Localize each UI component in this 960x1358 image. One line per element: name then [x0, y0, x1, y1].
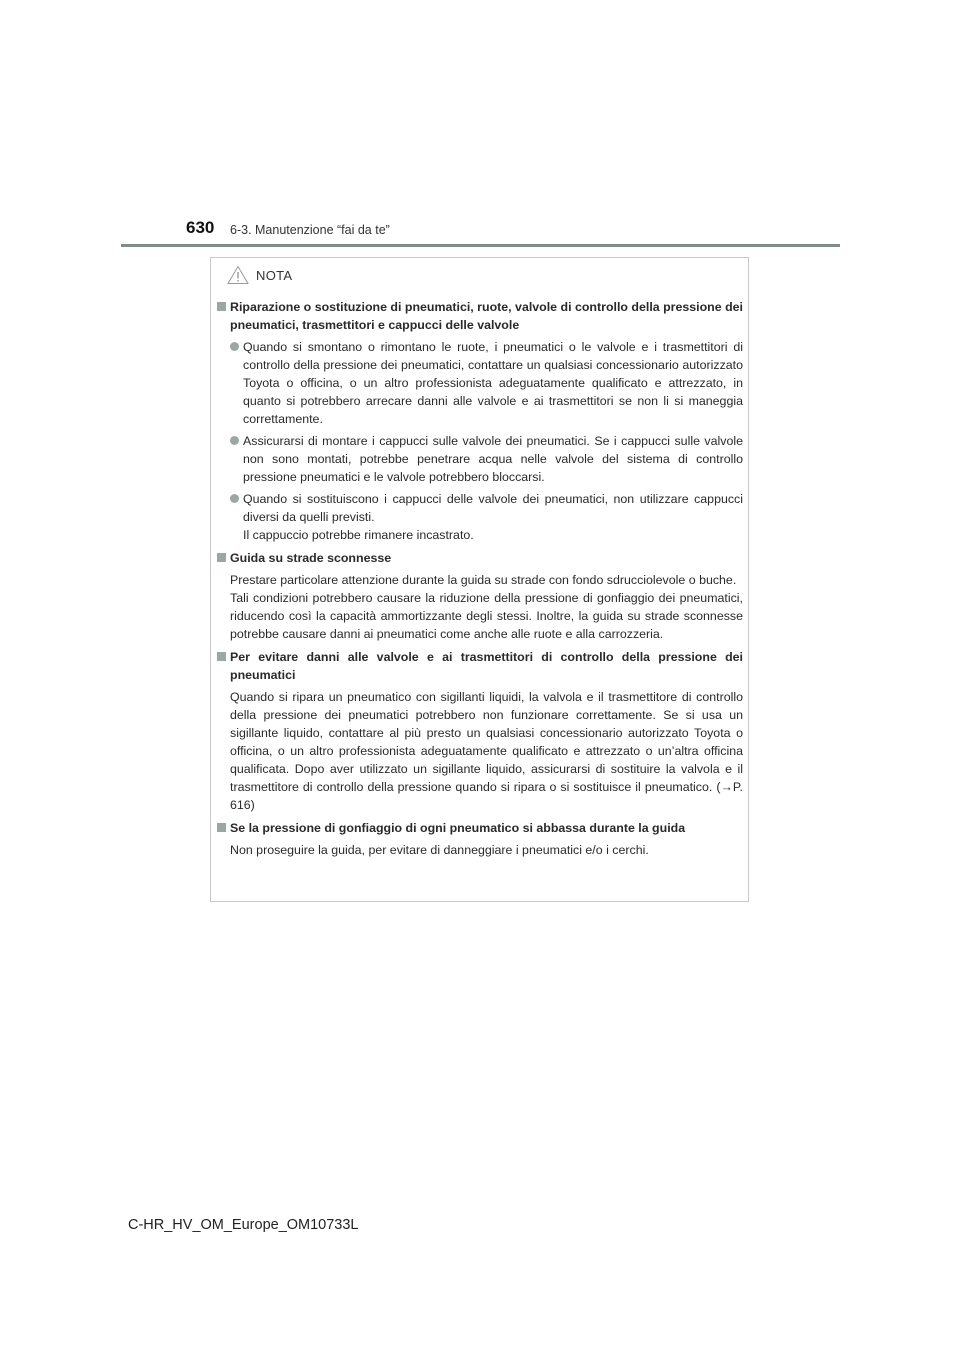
paragraph-text: Non proseguire la guida, per evitare di danneggiare i pneumatici e/o i cerchi.	[230, 843, 649, 857]
circle-bullet-icon	[230, 436, 239, 445]
document-code: C-HR_HV_OM_Europe_OM10733L	[128, 1217, 359, 1233]
paragraph	[216, 841, 743, 859]
paragraph-text: Tali condizioni potrebbero causare la riduzione della pressione di gonfiaggio dei pneumatici, riducendo così la capacità ammortizzante degli stessi. Inoltre, la guida su strade sconnesse potrebbe causare danni ai pneumatici come anche alle ruote e alla carrozzeria.	[230, 591, 743, 641]
square-bullet-icon	[217, 302, 226, 311]
paragraph	[216, 688, 743, 814]
page-reference-link[interactable]: →P. 616)	[230, 780, 743, 812]
heading-text: Per evitare danni alle valvole e ai trasmettitori di controllo della pressione dei pneumatici	[230, 650, 743, 682]
nota-label: NOTA	[256, 267, 293, 283]
bullet-item	[216, 490, 743, 544]
heading-text: Guida su strade sconnesse	[230, 551, 392, 565]
bullet-text: Il cappuccio potrebbe rimanere incastrato.	[243, 528, 474, 542]
paragraph-text: Prestare particolare attenzione durante la guida su strade con fondo sdrucciolevole o buche.	[230, 573, 737, 587]
paragraph-text: Quando si ripara un pneumatico con sigillanti liquidi, la valvola e il trasmettitore di controllo della pressione dei pneumatici potrebbero non funzionare correttamente. Se si usa un sigillante liquido, contattare al più presto un qualsiasi concessionario autorizzato Toyota o officina, o un altro professionista adeguatamente qualificato e attrezzato o un’altra officina qualificata. Dopo aver utilizzato un sigillante liquido, assicurarsi di sostituire la valvola e il trasmettitore di controllo della pressione quando si ripara o si sostituisce il pneumatico. (	[230, 690, 743, 794]
square-bullet-icon	[217, 553, 226, 562]
heading-text: Riparazione o sostituzione di pneumatici, ruote, valvole di controllo della pressione dei pneumatici, trasmettitori e cappucci delle valvole	[230, 300, 743, 332]
page-number: 630	[186, 218, 215, 237]
bullet-item	[216, 338, 743, 428]
heading-evitare-danni	[216, 648, 743, 684]
nota-body	[216, 298, 743, 859]
paragraph	[216, 571, 743, 643]
nota-box	[210, 257, 749, 902]
circle-bullet-icon	[230, 342, 239, 351]
bullet-text: Assicurarsi di montare i cappucci sulle valvole dei pneumatici. Se i cappucci sulle valvole non sono montati, potrebbe penetrare acqua nelle valvole del sistema di controllo pressione pneumatici e le valvole potrebbero bloccarsi.	[243, 434, 743, 484]
section-title: 6-3. Manutenzione “fai da te”	[230, 223, 390, 237]
bullet-item	[216, 432, 743, 486]
heading-pressione-abbassa	[216, 819, 743, 837]
heading-strade-sconnesse	[216, 549, 743, 567]
heading-riparazione	[216, 298, 743, 334]
heading-text: Se la pressione di gonfiaggio di ogni pneumatico si abbassa durante la guida	[230, 821, 686, 835]
warning-triangle-icon	[227, 265, 249, 285]
bullet-text: Quando si smontano o rimontano le ruote, i pneumatici o le valvole e i trasmettitori di controllo della pressione dei pneumatici, contattare un qualsiasi concessionario autorizzato Toyota o officina, o un altro professionista adeguatamente qualificato e attrezzato, in quanto si potrebbero arrecare danni alle valvole e ai trasmettitori se non li si maneggia correttamente.	[243, 340, 743, 426]
header-rule	[121, 244, 840, 247]
bullet-text: Quando si sostituiscono i cappucci delle valvole dei pneumatici, non utilizzare cappucci diversi da quelli previsti.	[243, 492, 743, 524]
square-bullet-icon	[217, 652, 226, 661]
circle-bullet-icon	[230, 494, 239, 503]
square-bullet-icon	[217, 823, 226, 832]
nota-header	[227, 263, 292, 287]
